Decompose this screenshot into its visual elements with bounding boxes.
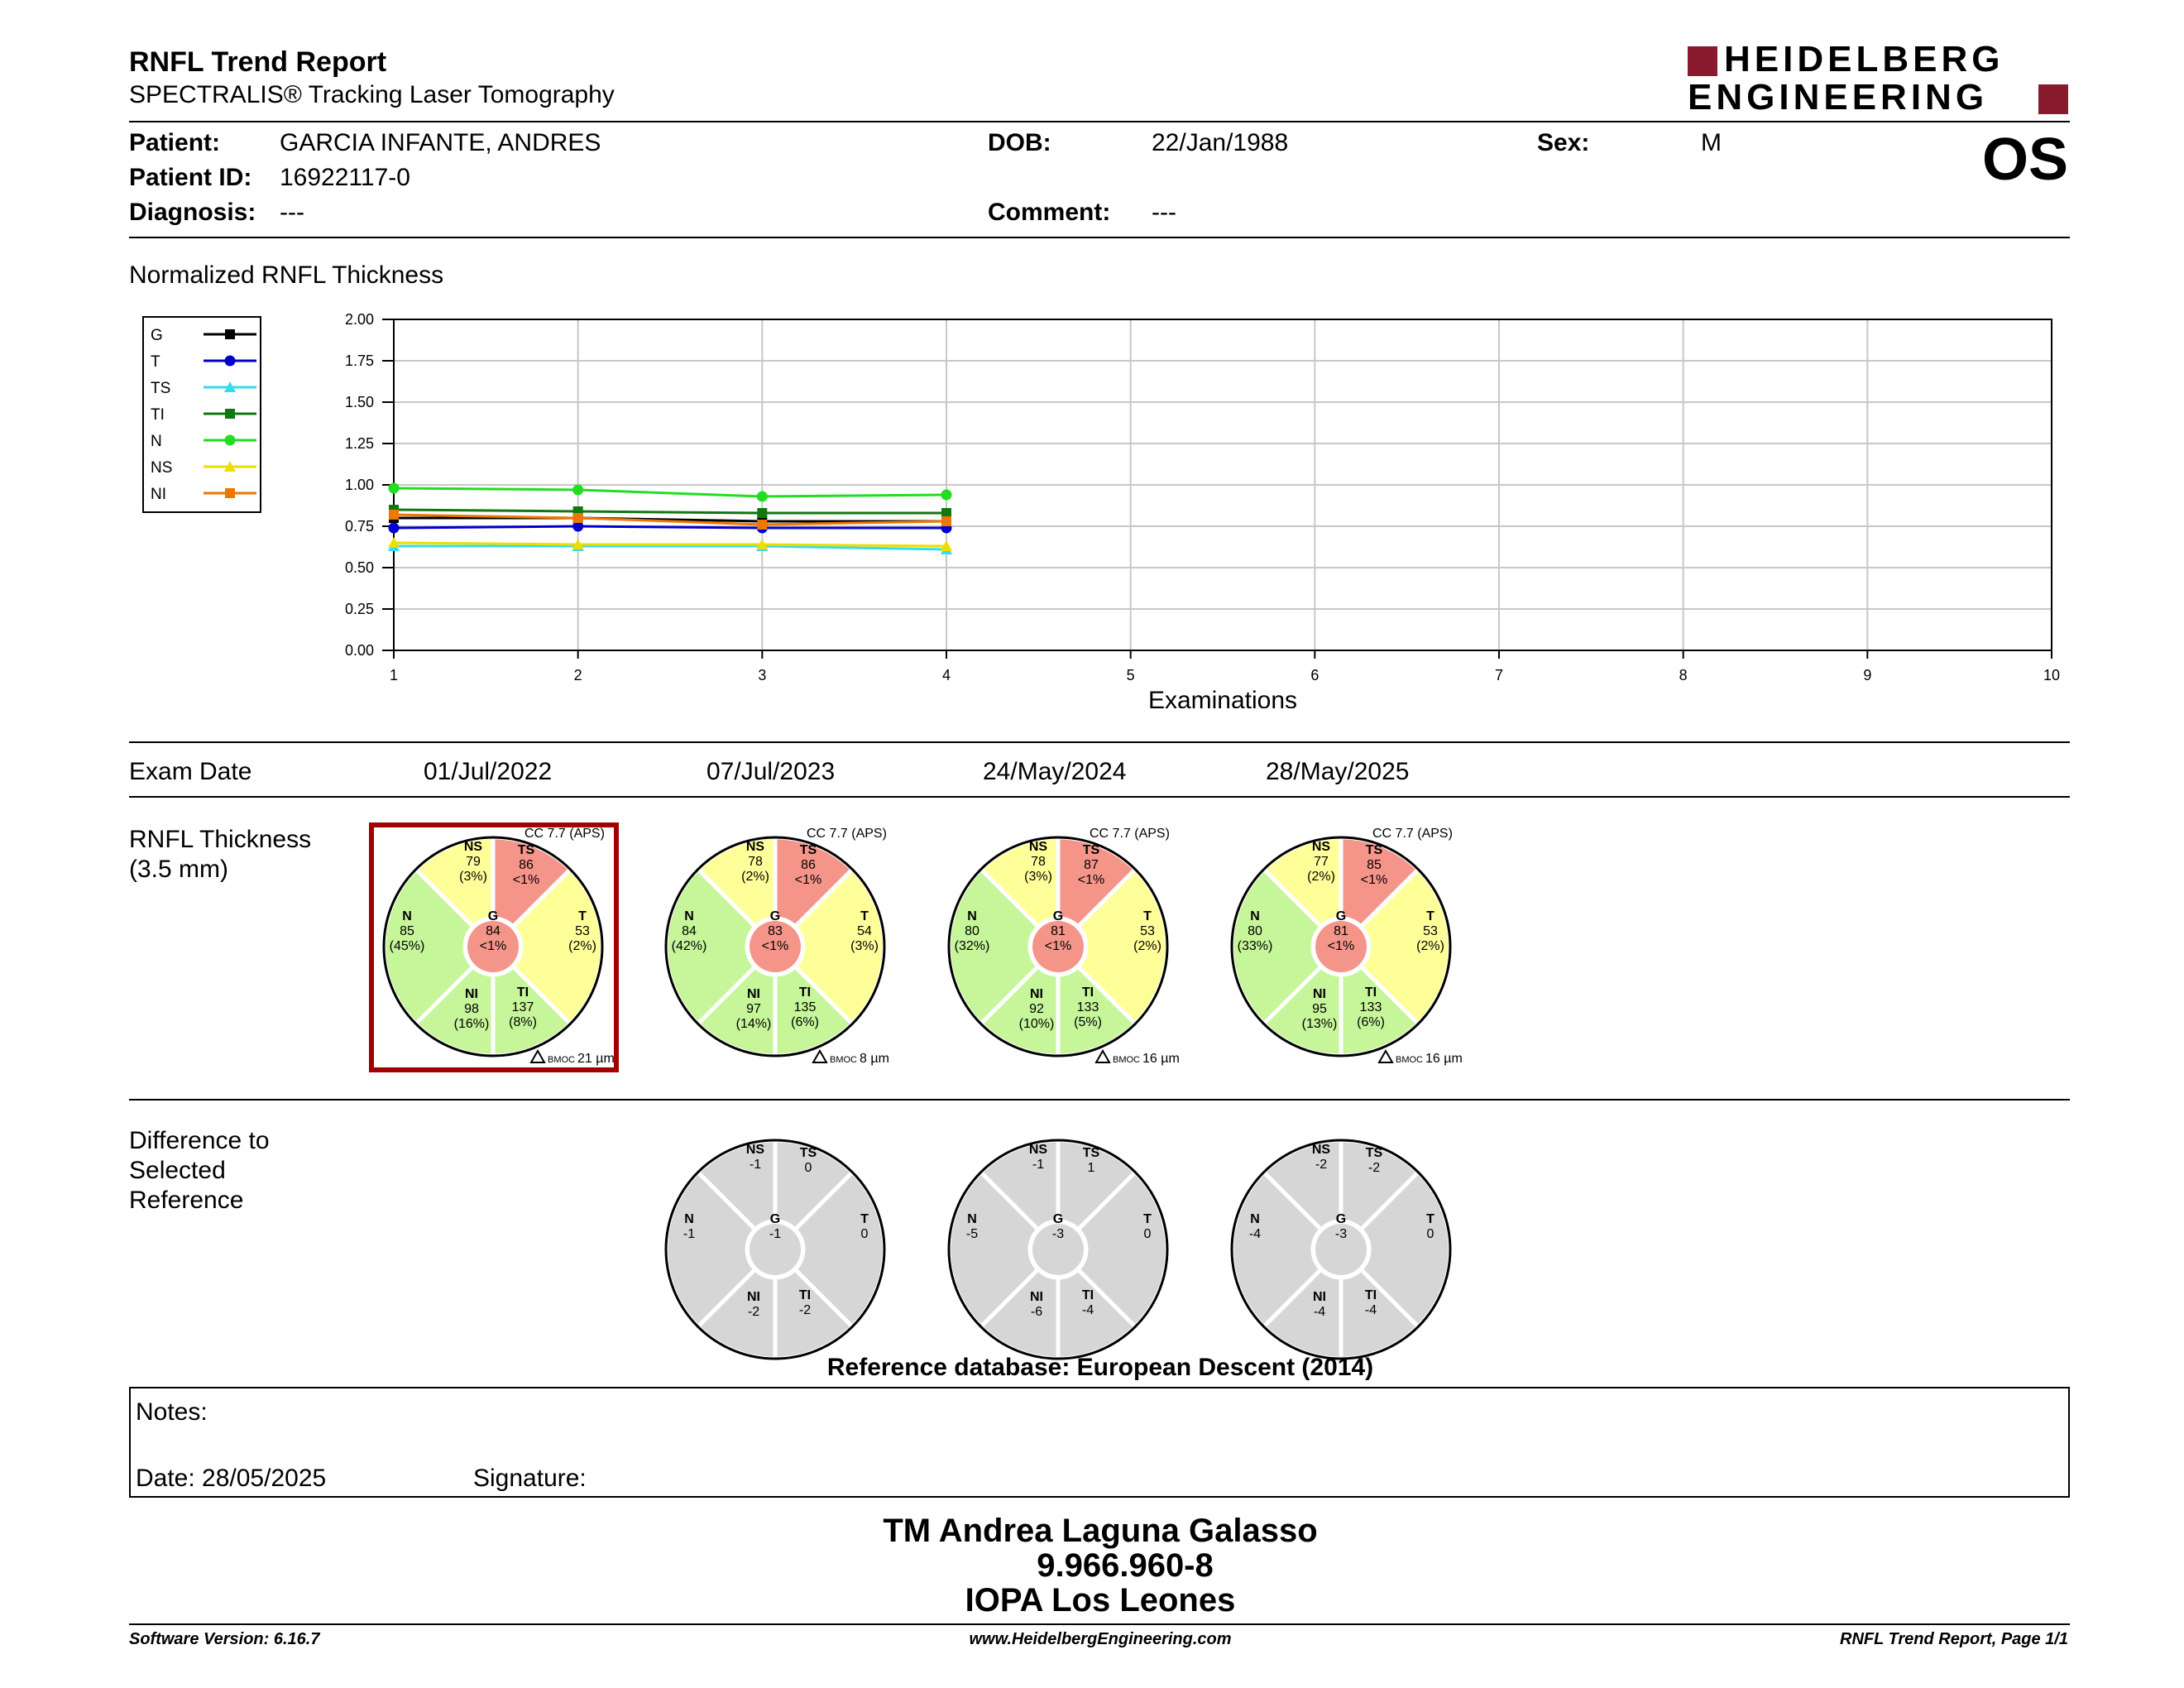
x-tick-label: 10 [2043, 667, 2060, 683]
sector-name-ns: NS [1028, 840, 1048, 854]
x-tick-label: 5 [1126, 667, 1135, 683]
sex-value: M [1701, 129, 1722, 156]
sector-name-ti: TI [516, 985, 529, 1000]
sector-name-n: N [1250, 1212, 1260, 1226]
sector-diff-ni: -6 [1030, 1305, 1043, 1319]
data-point-ni [757, 520, 767, 530]
sector-percentile-ns: (2%) [741, 870, 769, 884]
sex-label: Sex: [1537, 129, 1590, 156]
logo-line1: HEIDELBERG [1724, 39, 2004, 79]
patient-divider [129, 237, 2070, 238]
difference-chart-2[interactable] [651, 1125, 899, 1374]
sector-diff-ti: -4 [1081, 1303, 1094, 1317]
thickness-chart-1[interactable] [369, 822, 617, 1071]
sector-percentile-ti: (6%) [791, 1015, 819, 1029]
legend-label: TS [151, 380, 171, 397]
sector-name-t: T [1426, 1212, 1434, 1226]
sector-diff-n: -5 [965, 1227, 979, 1241]
x-tick-label: 9 [1863, 667, 1872, 683]
delta-icon [531, 1051, 544, 1062]
data-point-ni [389, 510, 399, 520]
legend-marker [225, 329, 235, 339]
bmoc-value: 8 µm [860, 1052, 889, 1066]
patient-id: 16922117-0 [280, 164, 410, 191]
sector-name-t: T [860, 909, 869, 923]
sector-value-ni: 92 [1029, 1002, 1044, 1016]
sector-name-n: N [1250, 909, 1260, 923]
exam-date-label: Exam Date [129, 758, 252, 785]
bmoc-value: 21 µm [577, 1052, 615, 1066]
comment-label: Comment: [988, 199, 1111, 226]
sector-value-ti: 133 [1076, 1000, 1099, 1014]
data-point-n [572, 485, 583, 496]
sector-value-ns: 79 [466, 855, 481, 869]
sector-name-ns: NS [1028, 1143, 1048, 1157]
sector-percentile-t: (2%) [1133, 939, 1161, 953]
sector-name-n: N [684, 1212, 694, 1226]
sector-percentile-ni: (13%) [1301, 1017, 1338, 1031]
reference-database: Reference database: European Descent (2014) [826, 1354, 1374, 1381]
sector-percentile-g: <1% [761, 939, 789, 953]
sector-diff-n: -4 [1248, 1227, 1262, 1241]
delta-icon [1096, 1051, 1109, 1062]
sector-diff-ti: -2 [798, 1303, 812, 1317]
difference-chart-4[interactable] [1217, 1125, 1465, 1374]
legend-label: T [151, 353, 160, 371]
sector-name-ni: NI [747, 1290, 760, 1304]
diagnosis-label: Diagnosis: [129, 199, 256, 226]
sector-diff-ts: 1 [1087, 1161, 1095, 1175]
website-link[interactable]: www.HeidelbergEngineering.com [969, 1630, 1232, 1648]
chart-divider [129, 741, 2070, 743]
y-tick-label: 0.25 [344, 601, 374, 617]
sector-diff-t: 0 [860, 1227, 869, 1241]
operator-name: TM Andrea Laguna Galasso [883, 1513, 1318, 1549]
logo-line2: ENGINEERING [1688, 77, 1989, 117]
sector-percentile-ni: (14%) [735, 1017, 772, 1031]
x-tick-label: 7 [1494, 667, 1504, 683]
sector-percentile-n: (42%) [671, 939, 707, 953]
data-point-n [389, 483, 400, 494]
sector-name-ns: NS [463, 840, 483, 854]
sector-percentile-ni: (16%) [453, 1017, 490, 1031]
sector-value-ni: 95 [1312, 1002, 1327, 1016]
data-point-ni [573, 513, 583, 523]
sector-name-t: T [1426, 909, 1434, 923]
institution: IOPA Los Leones [965, 1582, 1236, 1618]
trend-chart [281, 303, 2060, 708]
x-tick-label: 6 [1310, 667, 1320, 683]
sector-value-ni: 98 [464, 1002, 479, 1016]
sector-value-ti: 133 [1359, 1000, 1382, 1014]
sector-value-ti: 137 [511, 1000, 534, 1014]
operator-id: 9.966.960-8 [1037, 1547, 1214, 1584]
legend-label: NI [151, 486, 166, 503]
bmoc-label: BMOC [548, 1055, 575, 1065]
sector-percentile-g: <1% [479, 939, 507, 953]
thickness-label: RNFL Thickness [129, 826, 312, 853]
legend-marker [225, 435, 236, 446]
sector-diff-ni: -4 [1313, 1305, 1326, 1319]
exam-date-2: 07/Jul/2023 [706, 758, 836, 785]
sector-name-ns: NS [1311, 1143, 1331, 1157]
x-tick-label: 3 [758, 667, 767, 683]
patient-name: GARCIA INFANTE, ANDRES [280, 129, 601, 156]
sector-name-ts: TS [517, 843, 535, 857]
sector-percentile-n: (45%) [389, 939, 425, 953]
footer-divider [129, 1623, 2070, 1625]
bmoc-label: BMOC [1396, 1055, 1423, 1065]
legend-svg [144, 318, 260, 511]
logo-square-icon [2038, 84, 2068, 114]
software-version: Software Version: 6.16.7 [129, 1630, 320, 1648]
legend-marker [225, 409, 235, 419]
bmoc-label: BMOC [1113, 1055, 1140, 1065]
sector-diff-ts: 0 [804, 1161, 812, 1175]
sector-name-t: T [578, 909, 587, 923]
thickness-divider [129, 1099, 2070, 1101]
sector-percentile-ti: (5%) [1074, 1015, 1102, 1029]
sector-name-ti: TI [1081, 985, 1094, 1000]
sector-name-ni: NI [1313, 1290, 1326, 1304]
exam-date-4: 28/May/2025 [1266, 758, 1410, 785]
data-point-n [941, 490, 952, 501]
patient-id-label: Patient ID: [129, 164, 252, 191]
sector-name-g: G [769, 1212, 781, 1226]
sector-diff-ns: -1 [749, 1158, 762, 1172]
sector-name-t: T [860, 1212, 869, 1226]
y-tick-label: 0.50 [344, 559, 374, 576]
notes-label: Notes: [136, 1398, 208, 1426]
sector-name-ni: NI [465, 987, 478, 1001]
y-tick-label: 1.50 [344, 394, 374, 410]
sector-value-t: 53 [1140, 924, 1155, 938]
sector-diff-ni: -2 [747, 1305, 760, 1319]
eye-indicator: OS [1981, 127, 2068, 193]
sector-name-ti: TI [798, 1288, 812, 1302]
sector-value-ns: 77 [1314, 855, 1329, 869]
legend-label: TI [151, 406, 165, 424]
difference-label-3: Reference [129, 1187, 244, 1214]
y-tick-label: 0.75 [344, 518, 374, 535]
sector-name-ns: NS [745, 840, 765, 854]
sector-value-t: 53 [575, 924, 590, 938]
y-tick-label: 2.00 [344, 311, 374, 328]
sector-value-n: 80 [965, 924, 979, 938]
sector-name-t: T [1143, 1212, 1152, 1226]
thickness-chart-4[interactable] [1217, 822, 1465, 1071]
sector-name-ts: TS [799, 843, 817, 857]
cc-label: CC 7.7 (APS) [807, 827, 887, 841]
sector-name-t: T [1143, 909, 1152, 923]
legend-label: N [151, 433, 162, 450]
sector-name-ti: TI [1364, 1288, 1377, 1302]
cc-label: CC 7.7 (APS) [524, 827, 605, 841]
bmoc-value: 16 µm [1142, 1052, 1180, 1066]
chart-section-title: Normalized RNFL Thickness [129, 261, 444, 289]
sector-percentile-g: <1% [1327, 939, 1355, 953]
exam-date-3: 24/May/2024 [983, 758, 1127, 785]
sector-percentile-ti: (8%) [509, 1015, 537, 1029]
sector-percentile-g: <1% [1044, 939, 1072, 953]
cc-label: CC 7.7 (APS) [1090, 827, 1170, 841]
series-line-ti [394, 510, 946, 513]
sector-name-ts: TS [1365, 843, 1383, 857]
header-divider [129, 121, 2070, 122]
sector-diff-g: -3 [1334, 1227, 1348, 1241]
sector-name-g: G [1052, 909, 1064, 923]
cc-label: CC 7.7 (APS) [1372, 827, 1453, 841]
sector-value-n: 85 [400, 924, 414, 938]
sector-value-ti: 135 [793, 1000, 817, 1014]
sector-name-n: N [967, 1212, 977, 1226]
sector-value-g: 83 [768, 924, 783, 938]
thickness-chart-2[interactable] [651, 822, 899, 1071]
sector-name-ni: NI [747, 987, 760, 1001]
sector-percentile-t: (2%) [568, 939, 596, 953]
sector-value-ts: 86 [519, 858, 534, 872]
sector-diff-ts: -2 [1367, 1161, 1381, 1175]
exam-date-1: 01/Jul/2022 [424, 758, 553, 785]
sector-value-ts: 87 [1084, 858, 1099, 872]
report-title: RNFL Trend Report [129, 46, 387, 78]
dob-value: 22/Jan/1988 [1152, 129, 1289, 156]
sector-name-ni: NI [1030, 987, 1043, 1001]
sector-name-ts: TS [1365, 1146, 1383, 1160]
sector-name-ni: NI [1030, 1290, 1043, 1304]
heidelberg-logo [1688, 39, 2068, 117]
sector-percentile-ti: (6%) [1357, 1015, 1385, 1029]
sector-percentile-ni: (10%) [1018, 1017, 1055, 1031]
sector-name-g: G [1335, 909, 1347, 923]
sector-name-g: G [487, 909, 499, 923]
difference-label-2: Selected [129, 1157, 226, 1184]
sector-diff-g: -3 [1051, 1227, 1065, 1241]
page-number: RNFL Trend Report, Page 1/1 [1840, 1630, 2068, 1648]
thickness-sublabel: (3.5 mm) [129, 856, 228, 883]
sector-value-g: 81 [1051, 924, 1066, 938]
notes-box[interactable] [129, 1387, 2070, 1498]
x-tick-label: 2 [573, 667, 582, 683]
y-tick-label: 1.25 [344, 435, 374, 452]
sector-value-ts: 85 [1367, 858, 1382, 872]
legend-marker [225, 356, 236, 367]
delta-icon [813, 1051, 826, 1062]
patient-name-label: Patient: [129, 129, 221, 156]
sector-percentile-ns: (3%) [1024, 870, 1052, 884]
sector-value-n: 80 [1248, 924, 1262, 938]
sector-percentile-t: (2%) [1416, 939, 1444, 953]
sector-percentile-ns: (3%) [459, 870, 487, 884]
sector-percentile-n: (33%) [1237, 939, 1273, 953]
sector-name-g: G [1335, 1212, 1347, 1226]
notes-date: Date: 28/05/2025 [136, 1465, 327, 1492]
sector-percentile-ts: <1% [794, 873, 822, 887]
x-tick-label: 4 [941, 667, 951, 683]
sector-value-ts: 86 [801, 858, 816, 872]
sector-percentile-n: (32%) [954, 939, 990, 953]
sector-value-n: 84 [682, 924, 697, 938]
exam-date-divider [129, 796, 2070, 798]
sector-name-ni: NI [1313, 987, 1326, 1001]
sector-name-ns: NS [1311, 840, 1331, 854]
comment-value: --- [1152, 199, 1176, 226]
sector-value-t: 54 [857, 924, 872, 938]
thickness-chart-3[interactable] [934, 822, 1182, 1071]
sector-value-ns: 78 [748, 855, 763, 869]
logo-square-icon [1688, 46, 1717, 76]
sector-name-g: G [1052, 1212, 1064, 1226]
series-line-n [394, 488, 946, 496]
bmoc-label: BMOC [830, 1055, 857, 1065]
sector-diff-ns: -2 [1315, 1158, 1328, 1172]
sector-name-ti: TI [1081, 1288, 1094, 1302]
sector-name-ns: NS [745, 1143, 765, 1157]
legend-label: G [151, 327, 163, 344]
sector-diff-n: -1 [682, 1227, 696, 1241]
sector-value-g: 81 [1334, 924, 1348, 938]
data-point-n [757, 492, 768, 502]
y-tick-label: 1.00 [344, 477, 374, 493]
bmoc-value: 16 µm [1425, 1052, 1463, 1066]
sector-value-g: 84 [486, 924, 500, 938]
sector-diff-g: -1 [769, 1227, 782, 1241]
sector-name-ti: TI [1364, 985, 1377, 1000]
sector-percentile-ts: <1% [1077, 873, 1105, 887]
sector-value-ns: 78 [1031, 855, 1046, 869]
notes-signature: Signature: [473, 1465, 587, 1492]
sector-diff-ns: -1 [1032, 1158, 1045, 1172]
chart-legend [142, 316, 261, 513]
y-tick-label: 1.75 [344, 352, 374, 369]
y-tick-label: 0.00 [344, 642, 374, 659]
sector-name-ts: TS [799, 1146, 817, 1160]
sector-value-ni: 97 [746, 1002, 761, 1016]
data-point-ni [941, 516, 951, 526]
x-axis-label: Examinations [1147, 687, 1298, 708]
sector-name-ts: TS [1082, 843, 1100, 857]
report-subtitle: SPECTRALIS® Tracking Laser Tomography [129, 81, 615, 108]
sector-percentile-ts: <1% [1360, 873, 1388, 887]
sector-diff-t: 0 [1426, 1227, 1434, 1241]
sector-name-n: N [684, 909, 694, 923]
legend-label: NS [151, 459, 173, 477]
x-tick-label: 1 [389, 667, 399, 683]
data-point-t [389, 523, 400, 534]
sector-name-n: N [402, 909, 412, 923]
sector-percentile-ns: (2%) [1307, 870, 1335, 884]
difference-chart-3[interactable] [934, 1125, 1182, 1374]
sector-name-ts: TS [1082, 1146, 1100, 1160]
sector-value-t: 53 [1423, 924, 1438, 938]
delta-icon [1379, 1051, 1392, 1062]
x-tick-label: 8 [1679, 667, 1688, 683]
diagnosis-value: --- [280, 199, 304, 226]
sector-name-g: G [769, 909, 781, 923]
sector-name-n: N [967, 909, 977, 923]
sector-diff-ti: -4 [1364, 1303, 1377, 1317]
sector-diff-t: 0 [1143, 1227, 1152, 1241]
difference-label: Difference to [129, 1127, 270, 1154]
sector-percentile-t: (3%) [850, 939, 879, 953]
data-point-ti [757, 508, 767, 518]
sector-name-ti: TI [798, 985, 812, 1000]
dob-label: DOB: [988, 129, 1051, 156]
legend-marker [225, 488, 235, 498]
sector-percentile-ts: <1% [512, 873, 540, 887]
